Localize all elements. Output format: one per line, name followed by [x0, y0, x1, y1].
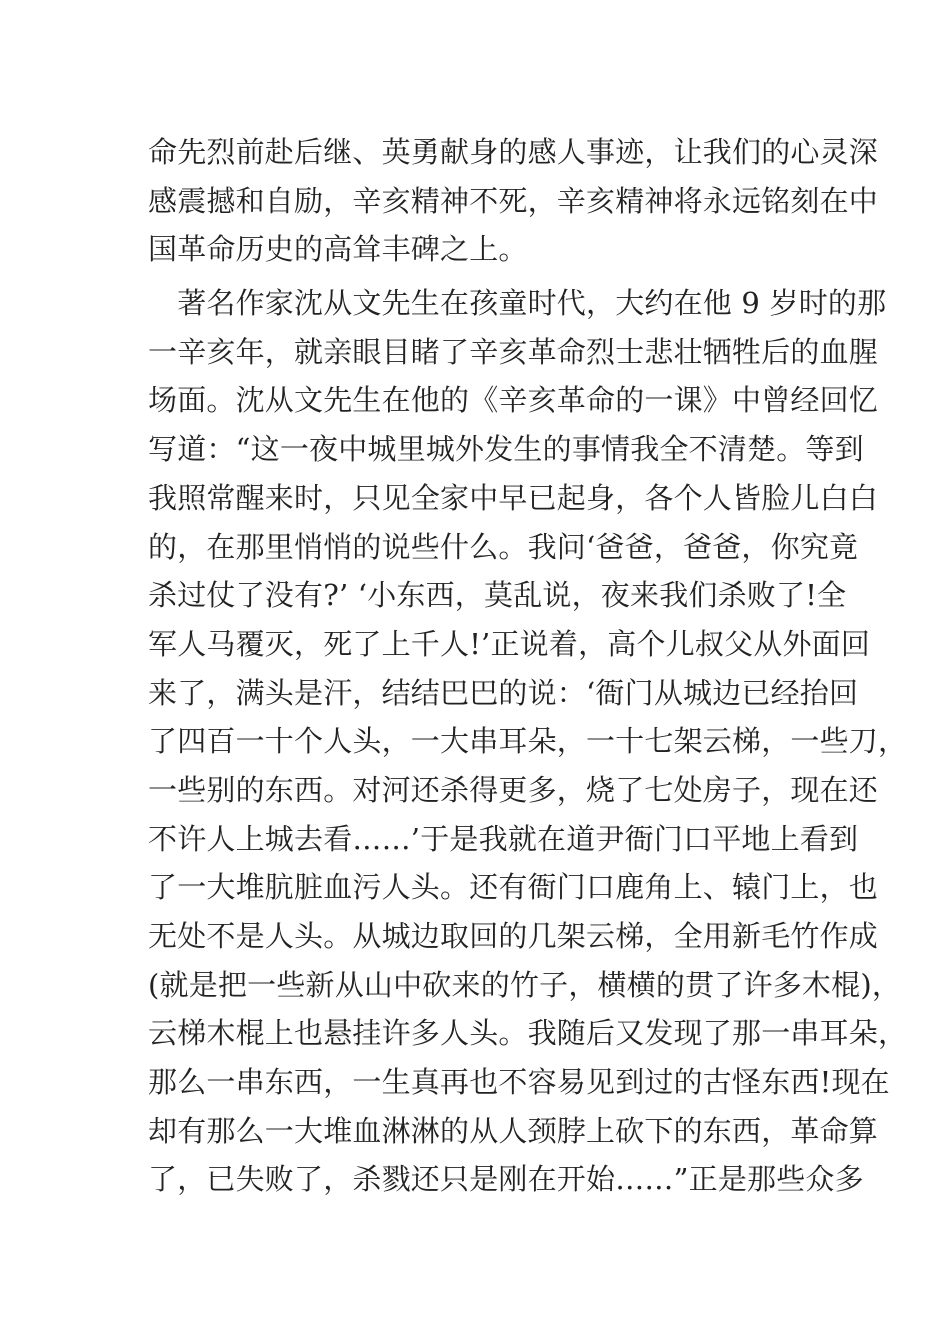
- text-line: 不许人上城去看……’于是我就在道尹衙门口平地上看到: [148, 821, 859, 856]
- text-line: 写道：“这一夜中城里城外发生的事情我全不清楚。等到: [148, 432, 864, 467]
- text-line: 国革命历史的高耸丰碑之上。: [148, 232, 528, 267]
- paragraph-2: [148, 279, 908, 1301]
- text-line: 了，已失败了，杀戮还只是刚在开始……”正是那些众多: [148, 1162, 864, 1197]
- text-line: 我照常醒来时，只见全家中早已起身，各个人皆脸儿白白: [148, 480, 879, 515]
- text-line: 了四百一十个人头，一大串耳朵，一十七架云梯，一些刀，: [148, 724, 908, 759]
- text-line: 感震撼和自励，辛亥精神不死，辛亥精神将永远铭刻在中: [148, 183, 879, 218]
- text-line: 的，在那里悄悄的说些什么。我问‘爸爸，爸爸，你究竟: [148, 529, 859, 564]
- document-body: [148, 128, 908, 1302]
- text-line: 云梯木棍上也悬挂许多人头。我随后又发现了那一串耳朵，: [148, 1016, 908, 1051]
- text-line: 那么一串东西，一生真再也不容易见到过的古怪东西!现在: [148, 1065, 890, 1100]
- text-line: 著名作家沈从文先生在孩童时代，大约在他 9 岁时的那: [148, 286, 887, 321]
- text-line: [148, 1253, 808, 1302]
- text-line: (就是把一些新从山中砍来的竹子，横横的贯了许多木棍)，: [148, 967, 902, 1002]
- text-line: 场面。沈从文先生在他的《辛亥革命的一课》中曾经回忆: [148, 383, 879, 418]
- text-line: 了一大堆肮脏血污人头。还有衙门口鹿角上、辕门上，也: [148, 870, 879, 905]
- text-line: 一辛亥年，就亲眼目睹了辛亥革命烈士悲壮牺牲后的血腥: [148, 334, 879, 369]
- text-line: [148, 1204, 808, 1253]
- text-line: 军人马覆灭，死了上千人!’正说着，高个儿叔父从外面回: [148, 626, 871, 661]
- text-line: 却有那么一大堆血淋淋的从人颈脖上砍下的东西，革命算: [148, 1113, 879, 1148]
- paragraph-1: [148, 128, 879, 274]
- text-line: 命先烈前赴后继、英勇献身的感人事迹，让我们的心灵深: [148, 135, 879, 169]
- text-line: 杀过仗了没有?’ ‘小东西，莫乱说，夜来我们杀败了!全: [148, 578, 847, 613]
- text-line: 来了，满头是汗，结结巴巴的说：‘衙门从城边已经抬回: [148, 675, 859, 710]
- text-line: 一些别的东西。对河还杀得更多，烧了七处房子，现在还: [148, 772, 879, 807]
- text-line: 无处不是人头。从城边取回的几架云梯，全用新毛竹作成: [148, 919, 879, 953]
